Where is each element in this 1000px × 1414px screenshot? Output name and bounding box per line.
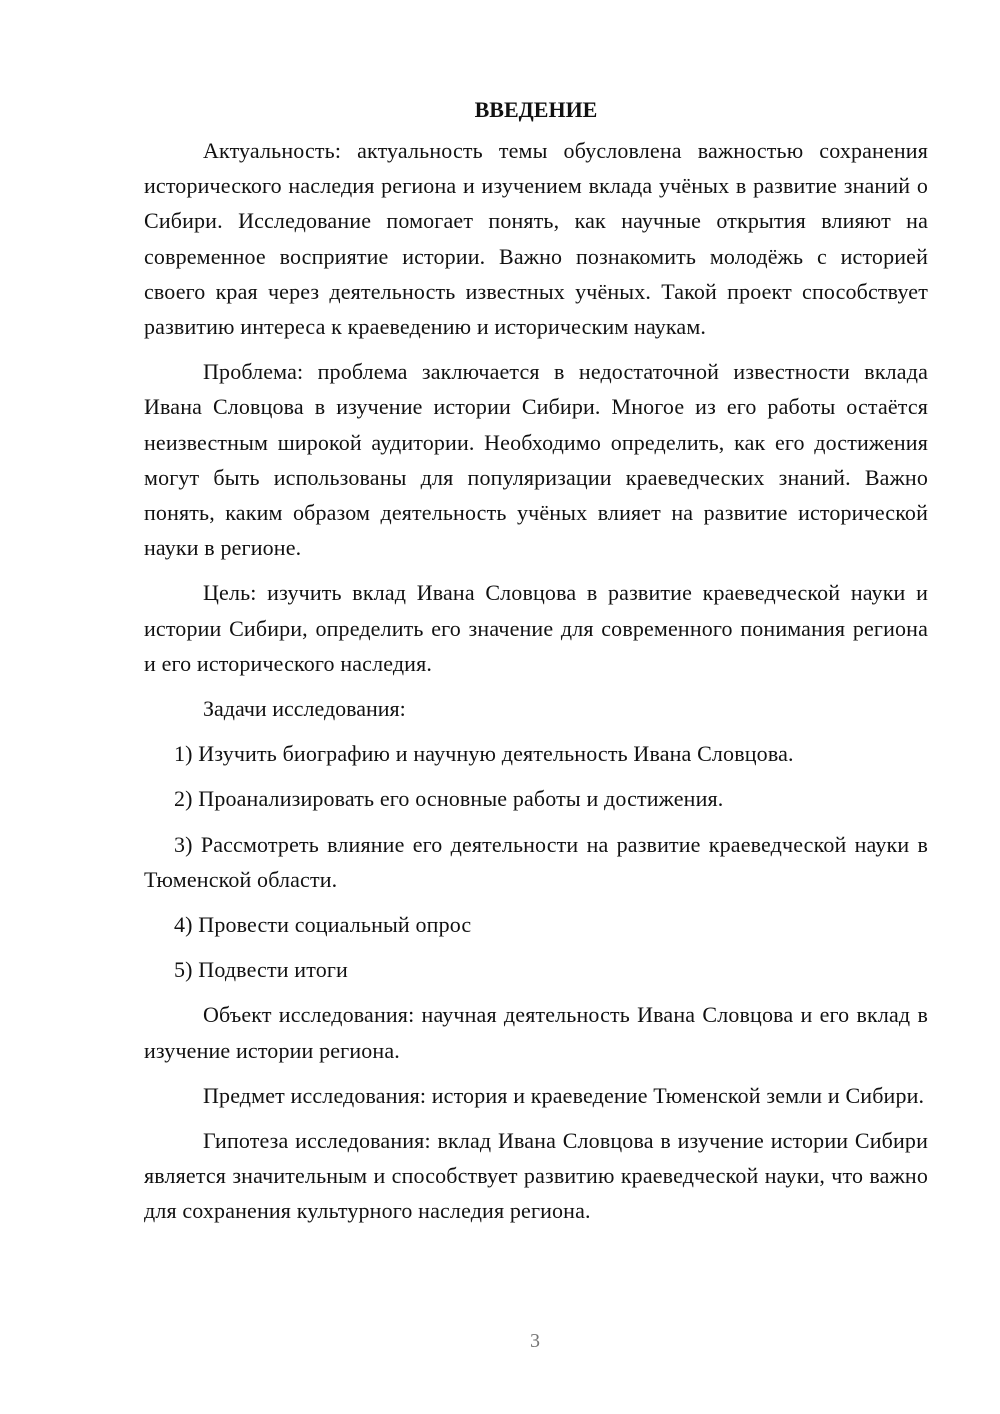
document-heading: ВВЕДЕНИЕ [474,97,598,122]
paragraph-goal: Цель: изучить вклад Ивана Словцова в развитие краеведческой науки и истории Сибири, определить его значение для современного понимания региона и его исторического наследия. [144,580,928,676]
paragraph-subject: Предмет исследования: история и краеведение Тюменской земли и Сибири. [203,1082,925,1108]
task-item: 3) Рассмотреть влияние его деятельности на развитие краеведческой науки в Тюменской области. [144,831,928,892]
task-item: 5) Подвести итоги [174,957,348,983]
task-item: 4) Провести социальный опрос [174,912,472,938]
task-item: 1) Изучить биографию и научную деятельность Ивана Словцова. [174,741,794,767]
tasks-title: Задачи исследования: [203,696,406,722]
tasks-list [144,736,928,987]
paragraph-problem: Проблема: проблема заключается в недостаточной известности вклада Ивана Словцова в изучение истории Сибири. Многое из его работы остаётся неизвестным широкой аудитории. Необходимо определить, как его достижения могут быть использованы для популяризации краеведческих знаний. Важно понять, каким образом деятельность учёных влияет на развитие исторической науки в регионе. [144,359,928,561]
paragraph-relevance: Актуальность: актуальность темы обусловлена важностью сохранения исторического наследия региона и изучением вклада учёных в развитие знаний о Сибири. Исследование помогает понять, как научные открытия влияют на современное восприятие истории. Важно познакомить молодёжь с историей своего края через деятельность известных учёных. Такой проект способствует развитию интереса к краеведению и историческим наукам. [144,138,928,340]
page-number: 3 [530,1330,540,1352]
paragraph-object: Объект исследования: научная деятельность Ивана Словцова и его вклад в изучение истории региона. [144,1002,928,1063]
paragraph-hypothesis: Гипотеза исследования: вклад Ивана Словцова в изучение истории Сибири является значительным и способствует развитию краеведческой науки, что важно для сохранения культурного наследия региона. [144,1128,928,1224]
document-page [144,92,928,1239]
task-item: 2) Проанализировать его основные работы и достижения. [174,786,724,812]
